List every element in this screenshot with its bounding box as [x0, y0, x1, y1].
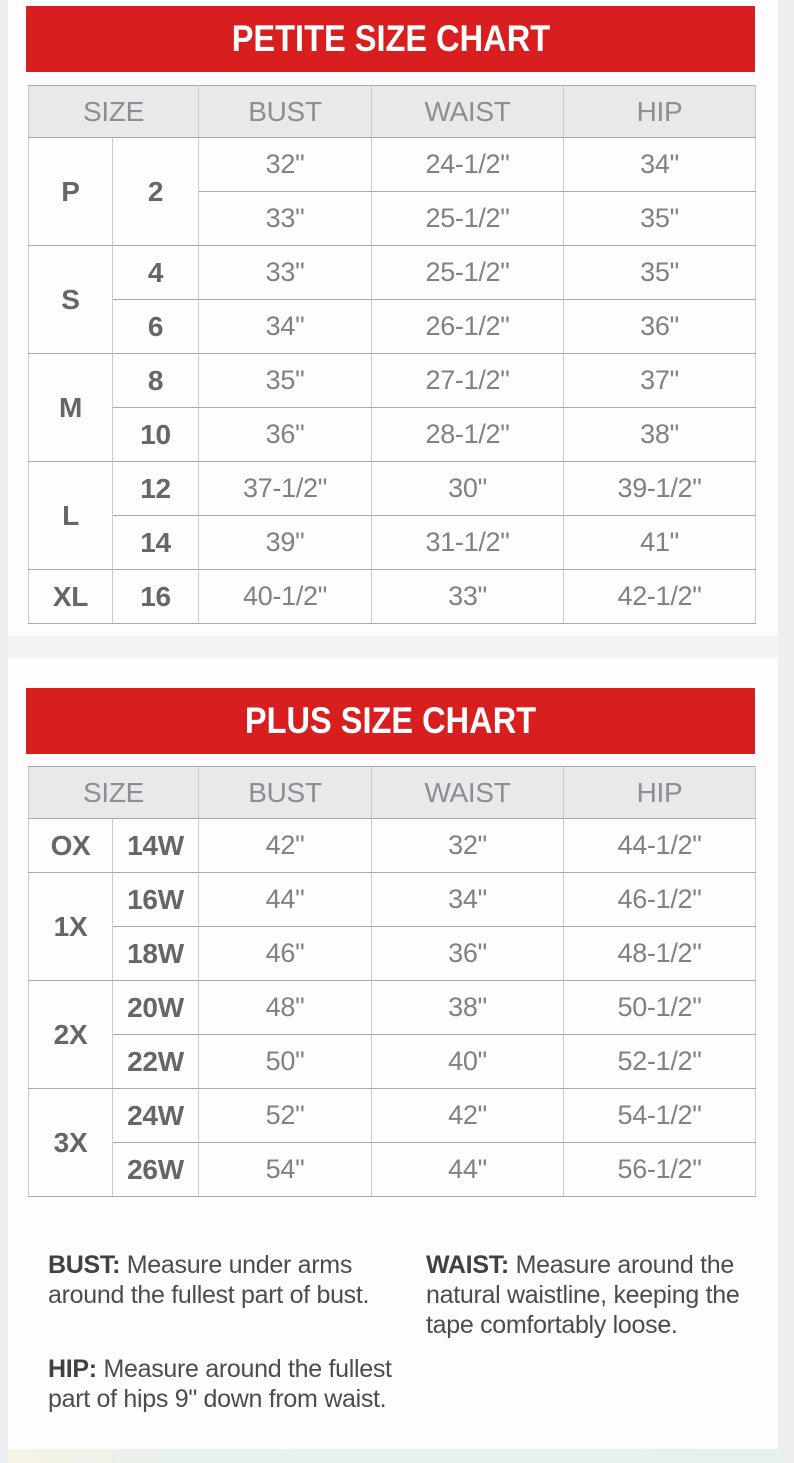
- size-cell: 24W: [113, 1089, 199, 1143]
- measurement-cell: 46": [199, 927, 372, 981]
- bust-note: [48, 1250, 400, 1310]
- measurement-cell: 52-1/2": [564, 1035, 756, 1089]
- measurement-cell: 42-1/2": [564, 570, 756, 624]
- notes-left-column: [48, 1250, 400, 1414]
- measurement-cell: 27-1/2": [372, 354, 564, 408]
- measurement-cell: 34": [372, 873, 564, 927]
- measurement-cell: 26-1/2": [372, 300, 564, 354]
- column-header: HIP: [564, 767, 756, 819]
- size-cell: 14W: [113, 819, 199, 873]
- measurement-cell: 40": [372, 1035, 564, 1089]
- measurement-cell: 39-1/2": [564, 462, 756, 516]
- petite-chart-banner: [26, 6, 755, 72]
- measurement-cell: 44-1/2": [564, 819, 756, 873]
- petite-chart-title: PETITE SIZE CHART: [231, 18, 550, 59]
- measurement-cell: 42": [372, 1089, 564, 1143]
- measurement-cell: 34": [199, 300, 372, 354]
- bottom-color-strip: [8, 1449, 784, 1463]
- size-cell: S: [29, 246, 113, 354]
- measurement-cell: 33": [199, 246, 372, 300]
- measurement-cell: 36": [199, 408, 372, 462]
- table-row: [29, 516, 756, 570]
- size-cell: XL: [29, 570, 113, 624]
- measurement-cell: 41": [564, 516, 756, 570]
- size-cell: 2: [113, 138, 199, 246]
- size-cell: 22W: [113, 1035, 199, 1089]
- plus-chart-title: PLUS SIZE CHART: [244, 700, 537, 741]
- measurement-cell: 35": [564, 246, 756, 300]
- measurement-cell: 40-1/2": [199, 570, 372, 624]
- table-row: [29, 138, 756, 192]
- table-row: [29, 300, 756, 354]
- hip-note-label: HIP:: [48, 1355, 97, 1383]
- measurement-cell: 54": [199, 1143, 372, 1197]
- measurement-cell: 36": [564, 300, 756, 354]
- measurement-notes: [48, 1250, 794, 1414]
- size-cell: 10: [113, 408, 199, 462]
- header-row: [29, 86, 756, 138]
- measurement-cell: 39": [199, 516, 372, 570]
- size-cell: 14: [113, 516, 199, 570]
- plus-size-table: [28, 766, 756, 1197]
- waist-note: [426, 1250, 771, 1340]
- notes-right-column: [426, 1250, 771, 1414]
- size-cell: L: [29, 462, 113, 570]
- measurement-cell: 35": [199, 354, 372, 408]
- bust-note-label: BUST:: [48, 1251, 121, 1279]
- page-edge-left: [0, 0, 8, 1463]
- measurement-cell: 44": [372, 1143, 564, 1197]
- measurement-cell: 25-1/2": [372, 246, 564, 300]
- measurement-cell: 38": [564, 408, 756, 462]
- size-cell: 6: [113, 300, 199, 354]
- hip-note-text: Measure around the fullest part of hips 9" down from waist.: [48, 1355, 392, 1413]
- measurement-cell: 35": [564, 192, 756, 246]
- table-row: [29, 1035, 756, 1089]
- size-cell: 18W: [113, 927, 199, 981]
- size-cell: 4: [113, 246, 199, 300]
- section-divider: [8, 636, 778, 658]
- size-cell: 3X: [29, 1089, 113, 1197]
- table-row: [29, 1089, 756, 1143]
- bust-note-text: Measure under arms around the fullest part of bust.: [48, 1251, 370, 1309]
- measurement-cell: 48-1/2": [564, 927, 756, 981]
- size-cell: 8: [113, 354, 199, 408]
- measurement-cell: 37-1/2": [199, 462, 372, 516]
- column-header: SIZE: [29, 767, 199, 819]
- column-header: WAIST: [372, 767, 564, 819]
- table-row: [29, 462, 756, 516]
- measurement-cell: 36": [372, 927, 564, 981]
- measurement-cell: 37": [564, 354, 756, 408]
- column-header: HIP: [564, 86, 756, 138]
- waist-note-text: Measure around the natural waistline, keeping the tape comfortably loose.: [426, 1251, 740, 1339]
- measurement-cell: 56-1/2": [564, 1143, 756, 1197]
- measurement-cell: 32": [199, 138, 372, 192]
- waist-note-label: WAIST:: [426, 1251, 509, 1279]
- size-cell: 12: [113, 462, 199, 516]
- plus-chart-banner: [26, 688, 755, 754]
- measurement-cell: 54-1/2": [564, 1089, 756, 1143]
- size-cell: 16W: [113, 873, 199, 927]
- table-row: [29, 1143, 756, 1197]
- measurement-cell: 38": [372, 981, 564, 1035]
- measurement-cell: 42": [199, 819, 372, 873]
- page-edge-right: [778, 0, 794, 1463]
- measurement-cell: 46-1/2": [564, 873, 756, 927]
- size-cell: M: [29, 354, 113, 462]
- measurement-cell: 24-1/2": [372, 138, 564, 192]
- measurement-cell: 28-1/2": [372, 408, 564, 462]
- petite-size-table: [28, 85, 756, 624]
- size-cell: 20W: [113, 981, 199, 1035]
- measurement-cell: 50-1/2": [564, 981, 756, 1035]
- size-cell: 1X: [29, 873, 113, 981]
- table-row: [29, 354, 756, 408]
- measurement-cell: 32": [372, 819, 564, 873]
- table-row: [29, 927, 756, 981]
- table-row: [29, 246, 756, 300]
- size-cell: 16: [113, 570, 199, 624]
- measurement-cell: 44": [199, 873, 372, 927]
- measurement-cell: 34": [564, 138, 756, 192]
- column-header: BUST: [199, 86, 372, 138]
- measurement-cell: 52": [199, 1089, 372, 1143]
- measurement-cell: 33": [372, 570, 564, 624]
- size-cell: P: [29, 138, 113, 246]
- column-header: BUST: [199, 767, 372, 819]
- size-cell: 26W: [113, 1143, 199, 1197]
- column-header: WAIST: [372, 86, 564, 138]
- measurement-cell: 33": [199, 192, 372, 246]
- table-row: [29, 570, 756, 624]
- measurement-cell: 25-1/2": [372, 192, 564, 246]
- header-row: [29, 767, 756, 819]
- table-row: [29, 981, 756, 1035]
- column-header: SIZE: [29, 86, 199, 138]
- table-row: [29, 873, 756, 927]
- table-row: [29, 408, 756, 462]
- size-cell: OX: [29, 819, 113, 873]
- hip-note: [48, 1354, 400, 1414]
- size-cell: 2X: [29, 981, 113, 1089]
- measurement-cell: 30": [372, 462, 564, 516]
- measurement-cell: 50": [199, 1035, 372, 1089]
- measurement-cell: 48": [199, 981, 372, 1035]
- table-row: [29, 819, 756, 873]
- measurement-cell: 31-1/2": [372, 516, 564, 570]
